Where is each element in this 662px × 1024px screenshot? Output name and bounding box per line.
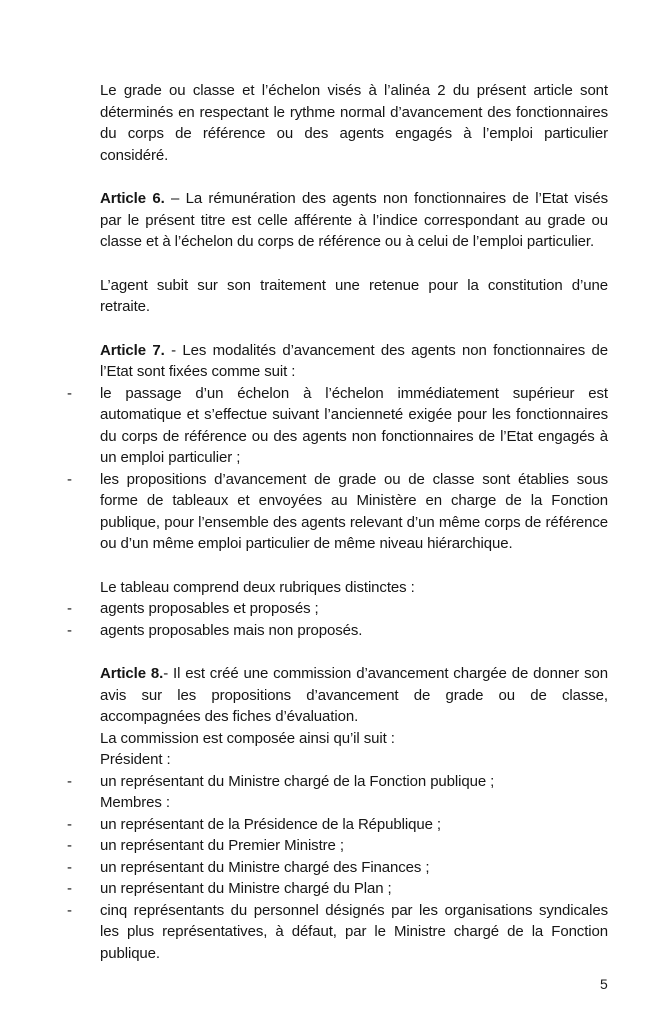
list-item-text: agents proposables mais non proposés. — [100, 621, 363, 639]
article-8-text: - Il est créé une commission d’avancement chargée de donner son avis sur les propositions d’avancement de grade ou de classe, accompagnées des fiches d’évaluation. — [100, 665, 608, 725]
article-8-paragraph — [100, 663, 608, 728]
article-7-label: Article 7. — [100, 341, 165, 359]
dash-marker: - — [67, 815, 72, 833]
article-6-paragraph — [100, 188, 608, 253]
page-number: 5 — [600, 976, 608, 992]
list-item-premier-ministre — [67, 835, 608, 857]
list-item-plan — [67, 878, 608, 900]
line-commission: La commission est composée ainsi qu’il suit : — [100, 729, 395, 747]
list-item-text: un représentant de la Présidence de la République ; — [100, 815, 441, 833]
list-item-text: le passage d’un échelon à l’échelon immédiatement supérieur est automatique et s’effectue suivant l’ancienneté exigée pour les fonctionnaires du corps de référence ou des agents non fonctionnaires de l’Etat engagés à un emploi particulier ; — [100, 384, 608, 466]
article-8-label: Article 8. — [100, 665, 164, 682]
document-body — [67, 80, 608, 964]
list-item-text: les propositions d’avancement de grade ou de classe sont établies sous forme de tableaux et envoyées au Ministère en charge de la Fonction publique, pour l’ensemble des agents relevant d’un même corps de référence ou d’un même emploi particulier de même niveau hiérarchique. — [100, 470, 608, 552]
dash-marker: - — [67, 837, 72, 854]
list-item-text: un représentant du Ministre chargé du Plan ; — [100, 880, 392, 897]
list-item-echelon — [67, 383, 608, 469]
list-item-propositions — [67, 469, 608, 555]
dash-marker: - — [67, 901, 72, 919]
dash-marker: - — [67, 470, 72, 488]
list-item-text: un représentant du Ministre chargé de la Fonction publique ; — [100, 772, 495, 790]
list-item-text: agents proposables et proposés ; — [100, 600, 319, 617]
list-item-text: un représentant du Premier Ministre ; — [100, 837, 344, 854]
dash-marker: - — [67, 621, 72, 639]
line-president: Président : — [100, 751, 171, 768]
list-item-president — [67, 771, 608, 793]
dash-marker: - — [67, 384, 72, 402]
article-6-text: – La rémunération des agents non fonctionnaires de l’Etat visés par le présent titre est celle afférente à l’indice correspondant au grade ou classe et à l’échelon du corps de référence ou à celui de l’emploi particulier. — [100, 190, 608, 250]
list-item-rubrique-non-proposes — [67, 620, 608, 642]
article-7-text: - Les modalités d’avancement des agents non fonctionnaires de l’Etat sont fixées comme suit : — [100, 341, 608, 380]
paragraph-grade-classe: Le grade ou classe et l’échelon visés à l’alinéa 2 du présent article sont déterminés en respectant le rythme normal d’avancement des fonctionnaires du corps de référence ou des agents engagés à l’emploi particulier considéré. — [100, 82, 608, 164]
list-item-syndicats — [67, 900, 608, 965]
list-item-text: cinq représentants du personnel désignés par les organisations syndicales les plus représentatives, à défaut, par le Ministre chargé de la Fonction publique. — [100, 901, 608, 962]
list-item-finances — [67, 857, 608, 879]
paragraph-retenue: L’agent subit sur son traitement une retenue pour la constitution d’une retraite. — [100, 276, 608, 315]
line-membres: Membres : — [100, 794, 170, 811]
article-7-paragraph — [100, 340, 608, 383]
article-6-label: Article 6. — [100, 190, 165, 207]
paragraph-tableau: Le tableau comprend deux rubriques distinctes : — [100, 578, 415, 596]
dash-marker: - — [67, 880, 72, 897]
list-item-rubrique-proposes — [67, 598, 608, 620]
dash-marker: - — [67, 772, 72, 790]
list-item-text: un représentant du Ministre chargé des Finances ; — [100, 858, 430, 876]
dash-marker: - — [67, 858, 72, 876]
dash-marker: - — [67, 600, 72, 617]
list-item-presidence — [67, 814, 608, 836]
